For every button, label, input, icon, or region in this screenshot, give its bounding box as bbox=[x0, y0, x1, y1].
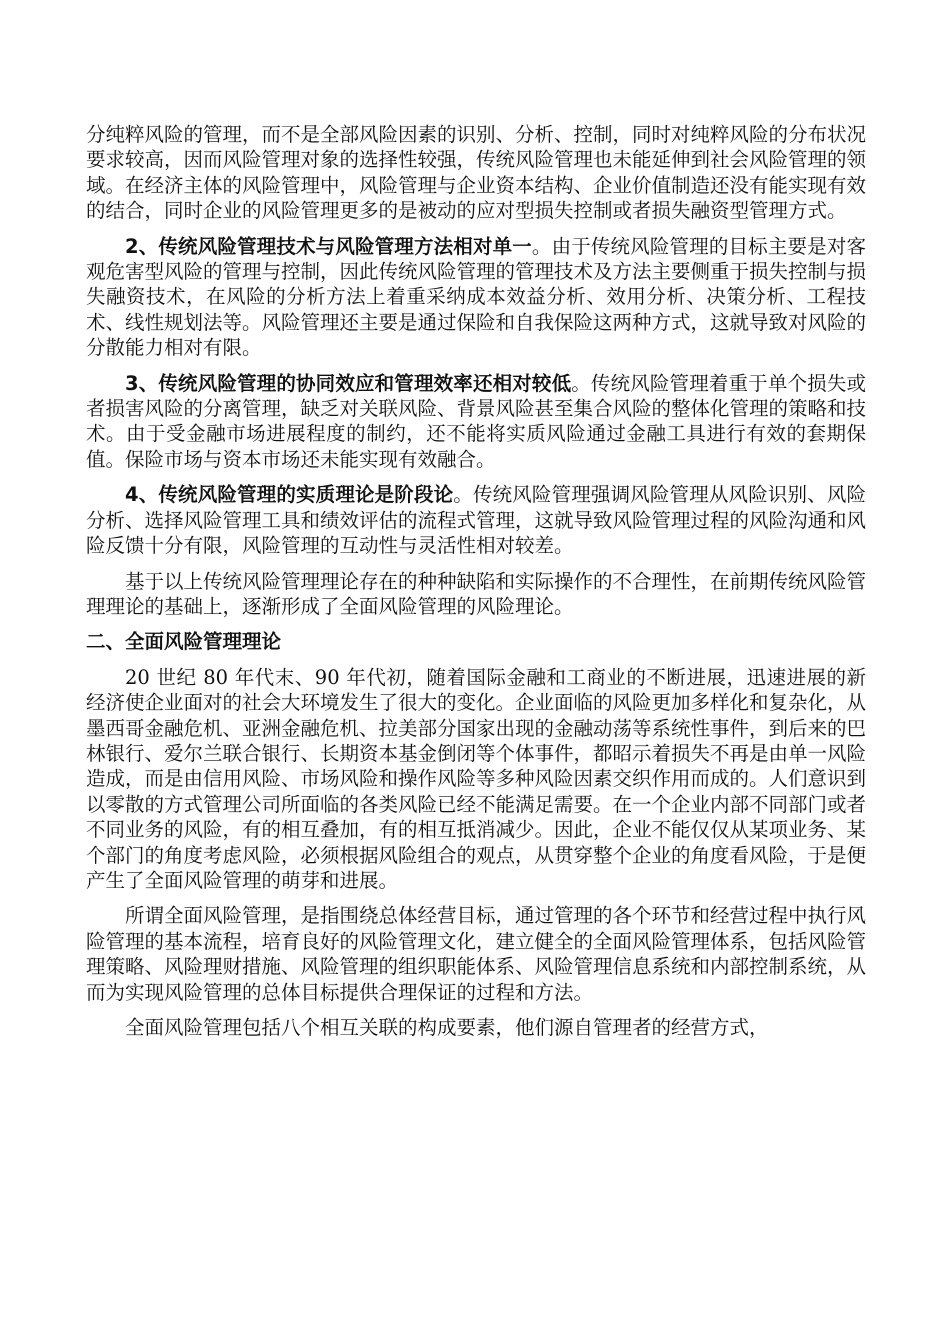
paragraph-intro: 分纯粹风险的管理，而不是全部风险因素的识别、分析、控制，同时对纯粹风险的分布状况要求较高，因而风险管理对象的选择性较强，传统风险管理也未能延伸到社会风险管理的领域。在经济主体的风险管理中，风险管理与企业资本结构、企业价值制造还没有能实现有效的结合，同时企业的风险管理更多的是被动的应对型损失控制或者损失融资型管理方式。 bbox=[86, 123, 867, 223]
item-2-lead: 2、传统风险管理技术与风险管理方法相对单一 bbox=[125, 234, 532, 258]
item-3-text: 。传统风险管理着重于单个损失或者损害风险的分离管理，缺乏对关联风险、背景风险甚至集合风险的整体化管理的策略和技术。由于受金融市场进展程度的制约，还不能将实质风险通过金融工具进行有效的套期保值。保险市场与资本市场还未能实现有效融合。 bbox=[86, 371, 867, 471]
document-page bbox=[86, 122, 866, 1050]
item-4-text: 。传统风险管理强调风险管理从风险识别、风险分析、选择风险管理工具和绩效评估的流程式管理，这就导致风险管理过程的风险沟通和风险反馈十分有限，风险管理的互动性与灵活性相对较差。 bbox=[86, 483, 867, 558]
item-2-text: 。由于传统风险管理的目标主要是对客观危害型风险的管理与控制，因此传统风险管理的管理技术及方法主要侧重于损失控制与损失融资技术，在风险的分析方法上着重采纳成本效益分析、效用分析、决策分析、工程技术、线性规划法等。风险管理还主要是通过保险和自我保险这两种方式，这就导致对风险的分散能力相对有限。 bbox=[86, 234, 867, 360]
paragraph-item-3 bbox=[86, 371, 866, 473]
paragraph-item-4 bbox=[86, 482, 866, 558]
paragraph-section-2-1: 20 世纪 80 年代末、90 年代初，随着国际金融和工商业的不断进展，迅速进展的新经济使企业面对的社会大环境发生了很大的变化。企业面临的风险更加多样化和复杂化，从墨西哥金融危机、亚洲金融危机、拉美部分国家出现的金融动荡等系统性事件，到后来的巴林银行、爱尔兰联合银行、长期资本基金倒闭等个体事件，都昭示着损失不再是由单一风险造成，而是由信用风险、市场风险和操作风险等多种风险因素交织作用而成的。人们意识到以零散的方式管理公司所面临的各类风险已经不能满足需要。在一个企业内部不同部门或者不同业务的风险，有的相互叠加，有的相互抵消减少。因此，企业不能仅仅从某项业务、某个部门的角度考虑风险，必须根据风险组合的观点，从贯穿整个企业的角度看风险，于是便产生了全面风险管理的萌芽和进展。 bbox=[86, 665, 867, 892]
item-4-lead: 4、传统风险管理的实质理论是阶段论 bbox=[125, 483, 454, 507]
section-2-heading: 二、全面风险管理理论 bbox=[86, 630, 282, 654]
paragraph-basis: 基于以上传统风险管理理论存在的种种缺陷和实际操作的不合理性，在前期传统风险管理理论的基础上，逐渐形成了全面风险管理的风险理论。 bbox=[86, 569, 867, 618]
item-3-lead: 3、传统风险管理的协同效应和管理效率还相对较低 bbox=[125, 371, 572, 395]
paragraph-item-2 bbox=[86, 234, 866, 361]
paragraph-section-2-3: 全面风险管理包括八个相互关联的构成要素，他们源自管理者的经营方式， bbox=[125, 1016, 769, 1039]
paragraph-section-2-2: 所谓全面风险管理，是指围绕总体经营目标，通过管理的各个环节和经营过程中执行风险管理的基本流程，培育良好的风险管理文化，建立健全的全面风险管理体系，包括风险管理策略、风险理财措施、风险管理的组织职能体系、风险管理信息系统和内部控制系统，从而为实现风险管理的总体目标提供合理保证的过程和方法。 bbox=[86, 904, 867, 1004]
